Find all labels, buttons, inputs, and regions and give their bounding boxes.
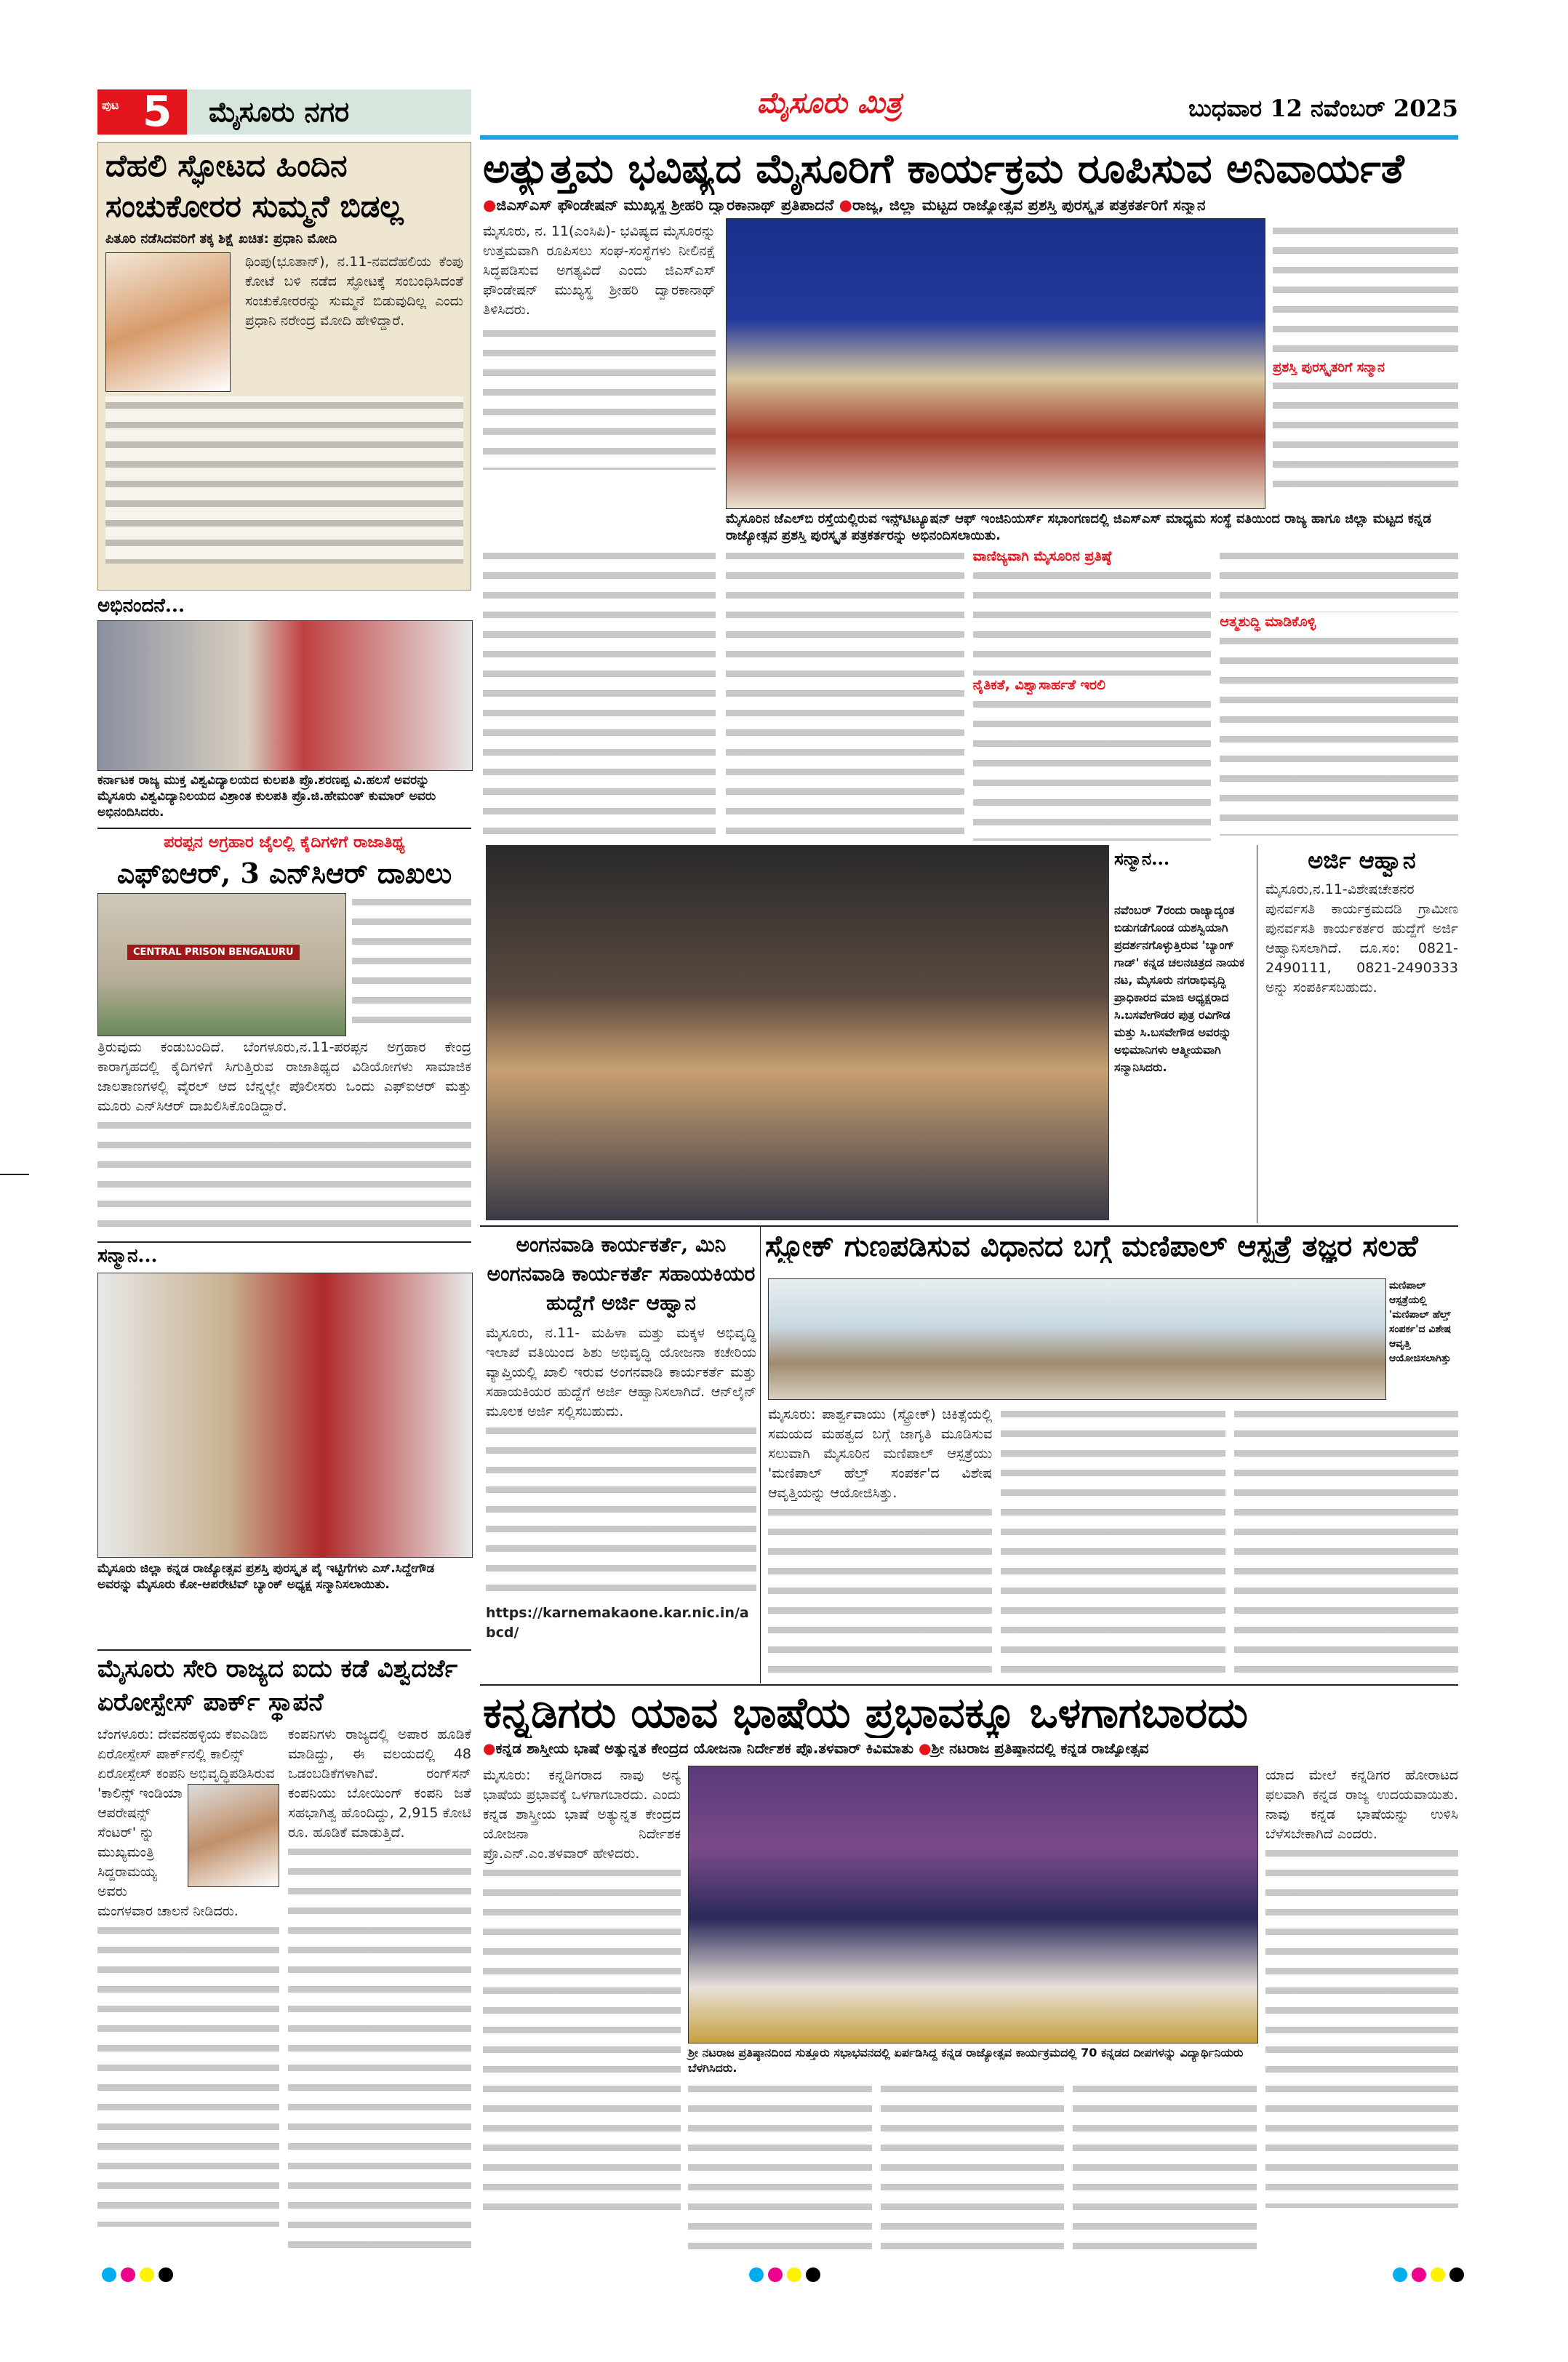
kannada-headline: ಕನ್ನಡಿಗರು ಯಾವ ಭಾಷೆಯ ಪ್ರಭಾವಕ್ಕೂ ಒಳಗಾಗಬಾರದು	[483, 1688, 1248, 1737]
lead-body-cols	[726, 547, 1458, 841]
divider	[97, 1241, 471, 1243]
actor-felicitation-photo	[486, 845, 1109, 1220]
ceremony-side-text: ನವೆಂಬರ್ 7ರಂದು ರಾಜ್ಯಾದ್ಯಂತ ಬಿಡುಗಡೆಗೊಂಡ ಯಶಸ್ವಿಯಾಗಿ ಪ್ರದರ್ಶನಗೊಳ್ಳುತ್ತಿರುವ 'ಬ್ಯಾಂಗ್ ಗಾಡ್' ಕನ್ನಡ ಚಲನಚಿತ್ರದ ನಾಯಕ ನಟ, ಮೈಸೂರು ನಗರಾಭಿವೃದ್ಧಿ ಪ್ರಾಧಿಕಾರದ ಮಾಜಿ ಅಧ್ಯಕ್ಷರಾದ ಸಿ.ಬಸವೇಗೌಡರ ಪುತ್ರ ರವಿಗೌಡ ಮತ್ತು ಸಿ.ಬಸವೇಗೌಡ ಅವರನ್ನು ಅಭಿಮಾನಿಗಳು ಆತ್ಮೀಯವಾಗಿ ಸನ್ಮಾನಿಸಿದರು.	[1114, 903, 1245, 1074]
section-title: ಮೈಸೂರು ನಗರ	[187, 89, 471, 135]
lead-body-start: ಮೈಸೂರು, ನ. 11(ಎಂಸಿಪಿ)- ಭವಿಷ್ಯದ ಮೈಸೂರನ್ನು ಉತ್ತಮವಾಗಿ ರೂಪಿಸಲು ಸಂಘ-ಸಂಸ್ಥೆಗಳು ನೀಲಿನಕ್ಷೆ ಸಿದ್ಧಪಡಿಸುವ ಅಗತ್ಯವಿದೆ ಎಂದು ಜಿಎಸ್‌ಎಸ್ ಫೌಂಡೇಷನ್ ಮುಖ್ಯಸ್ಥ ಶ್ರೀಹರಿ ದ್ವಾರಕಾನಾಥ್ ತಿಳಿಸಿದರು.	[483, 223, 716, 318]
page-number-box	[97, 89, 187, 135]
delhi-body: ಥಿಂಪು(ಭೂತಾನ್), ನ.11-ನವದೆಹಲಿಯ ಕೆಂಪು ಕೋಟೆ ಬಳಿ ನಡೆದ ಸ್ಫೋಟಕ್ಕೆ ಸಂಬಂಧಿಸಿದಂತೆ ಸಂಚುಕೋರರನ್ನು ಸುಮ್ಮನೆ ಬಿಡುವುದಿಲ್ಲ ಎಂದು ಪ್ರಧಾನಿ ನರೇಂದ್ರ ಮೋದಿ ಹೇಳಿದ್ದಾರೆ.	[245, 254, 463, 329]
color-registration-right	[1393, 2267, 1468, 2285]
column-rule	[760, 1227, 761, 1684]
lead-body-col-right	[1273, 222, 1458, 505]
jail-kicker: ಪರಪ್ಪನ ಅಗ್ರಹಾರ ಜೈಲಲ್ಲಿ ಕೈದಿಗಳಿಗೆ ರಾಜಾತಿಥ್ಯ	[164, 833, 405, 852]
aerospace-body-1: ಬೆಂಗಳೂರು: ದೇವನಹಳ್ಳಿಯ ಕೆಐಎಡಿಬಿ ಏರೋಸ್ಪೇಸ್ ಪಾರ್ಕ್‌ನಲ್ಲಿ ಕಾಲಿನ್ಸ್ ಏರೋಸ್ಪೇಸ್ ಕಂಪನಿ ಅಭಿವೃದ್ಧಿಪಡಿಸಿರುವ 'ಕಾಲಿನ್ಸ್ ಇಂಡಿಯಾ ಆಪರೇಷನ್ಸ್ ಸೆಂಟರ್' ನ್ನು ಮುಖ್ಯಮಂತ್ರಿ ಸಿದ್ದರಾಮಯ್ಯ ಅವರು ಮಂಗಳವಾರ ಚಾಲನೆ ನೀಡಿದರು.	[97, 1726, 275, 1919]
ceremony-side-label: ಸನ್ಮಾನ...	[1114, 848, 1170, 869]
anganwadi-body: ಮೈಸೂರು, ನ.11- ಮಹಿಳಾ ಮತ್ತು ಮಕ್ಕಳ ಅಭಿವೃದ್ಧಿ ಇಲಾಖೆ ವತಿಯಿಂದ ಶಿಶು ಅಭಿವೃದ್ಧಿ ಯೋಜನಾ ಕಚೇರಿಯ ವ್ಯಾಪ್ತಿಯಲ್ಲಿ ಖಾಲಿ ಇರುವ ಅಂಗನವಾಡಿ ಕಾರ್ಯಕರ್ತೆ ಮತ್ತು ಸಹಾಯಕಿಯರ ಹುದ್ದೆಗೆ ಅರ್ಜಿ ಆಹ್ವಾನಿಸಲಾಗಿದೆ. ಆನ್‌ಲೈನ್ ಮೂಲಕ ಅರ್ಜಿ ಸಲ್ಲಿಸಬಹುದು.	[486, 1325, 756, 1420]
prison-sign: CENTRAL PRISON BENGALURU	[127, 945, 300, 960]
aerospace-col2	[288, 1725, 471, 2263]
jail-headline: ಎಫ್‌ಐಆರ್, 3 ಎನ್‌ಸಿಆರ್ ದಾಖಲು	[116, 857, 452, 889]
anganwadi-link[interactable]: https://karnemakaone.kar.nic.in/abcd/	[486, 1605, 749, 1641]
kannada-right-col	[1265, 1766, 1458, 2260]
kannada-subhead-1: ಕನ್ನಡ ಶಾಸ್ತ್ರೀಯ ಭಾಷೆ ಅತ್ಯುನ್ನತ ಕೇಂದ್ರದ ಯೋಜನಾ ನಿರ್ದೇಶಕ ಪ್ರೊ.ತಳವಾರ್ ಕಿವಿಮಾತು	[495, 1740, 914, 1757]
application-headline: ಅರ್ಜಿ ಆಹ್ವಾನ	[1308, 846, 1416, 874]
felicitation-photo	[97, 1273, 473, 1558]
lead-body-col1-lower	[483, 547, 716, 841]
lead-subhead-2: ರಾಜ್ಯ, ಜಿಲ್ಲಾ ಮಟ್ಟದ ರಾಜ್ಯೋತ್ಸವ ಪ್ರಶಸ್ತಿ ಪುರಸ್ಕೃತ ಪತ್ರಕರ್ತರಿಗೆ ಸನ್ಮಾನ	[852, 196, 1206, 214]
aerospace-headline: ಮೈಸೂರು ಸೇರಿ ರಾಜ್ಯದ ಐದು ಕಡೆ ವಿಶ್ವದರ್ಜೆ ಏರೋಸ್ಪೇಸ್ ಪಾರ್ಕ್ ಸ್ಥಾಪನೆ	[97, 1654, 458, 1717]
students-lamp-photo	[688, 1766, 1258, 2043]
congrats-caption: ಕರ್ನಾಟಕ ರಾಜ್ಯ ಮುಕ್ತ ವಿಶ್ವವಿದ್ಯಾಲಯದ ಕುಲಪತಿ ಪ್ರೊ.ಶರಣಪ್ಪ ವಿ.ಹಲಸೆ ಅವರನ್ನು ಮೈಸೂರು ವಿಶ್ವವಿದ್ಯಾನಿಲಯದ ವಿಶ್ರಾಂತ ಕುಲಪತಿ ಪ್ರೊ.ಜಿ.ಹೇಮಂತ್ ಕುಮಾರ್ ಅವರು ಅಭಿನಂದಿಸಿದರು.	[97, 773, 436, 820]
newspaper-logo: ಮೈಸೂರು ಮಿತ್ರ	[756, 86, 902, 120]
divider	[480, 1225, 1458, 1227]
anganwadi-body-wrap	[486, 1324, 756, 1680]
stroke-headline: ಸ್ಟ್ರೋಕ್ ಗುಣಪಡಿಸುವ ವಿಧಾನದ ಬಗ್ಗೆ ಮಣಿಪಾಲ್ ಆಸ್ಪತ್ರೆ ತಜ್ಞರ ಸಲಹೆ	[765, 1229, 1418, 1263]
felicitation-caption: ಮೈಸೂರು ಜಿಲ್ಲಾ ಕನ್ನಡ ರಾಜ್ಯೋತ್ಸವ ಪ್ರಶಸ್ತಿ ಪುರಸ್ಕೃತ ಪೈ ಇಟ್ಟಿಗೆಗಳು ಎಸ್.ಸಿದ್ದೇಗೌಡ ಅವರನ್ನು ಮೈಸೂರು ಕೋ-ಆಪರೇಟಿವ್ ಬ್ಯಾಂಕ್ ಅಧ್ಯಕ್ಷ ಸನ್ಮಾನಿಸಲಾಯಿತು.	[97, 1561, 435, 1592]
cm-photo	[188, 1784, 279, 1887]
congrats-label: ಅಭಿನಂದನೆ...	[97, 595, 185, 617]
inline-head-2: ನೈತಿಕತೆ, ವಿಶ್ವಾಸಾರ್ಹತೆ ಇರಲಿ	[972, 677, 1105, 693]
stroke-side-caption: ಮಣಿಪಾಲ್ ಆಸ್ಪತ್ರೆಯಲ್ಲಿ 'ಮಣಿಪಾಲ್ ಹೆಲ್ತ್ ಸಂಪರ್ಕ'ದ ವಿಶೇಷ ಆವೃತ್ತಿ ಆಯೋಜಿಸಲಾಗಿತ್ತು	[1389, 1280, 1452, 1364]
inline-head-1: ವಾಣಿಜ್ಯವಾಗಿ ಮೈಸೂರಿನ ಪ್ರತಿಷ್ಠೆ	[972, 548, 1112, 564]
jail-body-text: ತ್ರಿರುವುದು ಕಂಡುಬಂದಿದೆ. ಬೆಂಗಳೂರು,ನ.11-ಪರಪ್ಪನ ಅಗ್ರಹಾರ ಕೇಂದ್ರ ಕಾರಾಗೃಹದಲ್ಲಿ ಕೈದಿಗಳಿಗೆ ಸಿಗುತ್ತಿರುವ ರಾಜಾತಿಥ್ಯದ ವಿಡಿಯೋಗಳು ಸಾಮಾಜಿಕ ಜಾಲತಾಣಗಳಲ್ಲಿ ವೈರಲ್ ಆದ ಬೆನ್ನಲ್ಲೇ ಪೊಲೀಸರು ಒಂದು ಎಫ್‌ಐಆರ್ ಮತ್ತು ಮೂರು ಎನ್‌ಸಿಆರ್ ದಾಖಲಿಸಿಕೊಂಡಿದ್ದಾರೆ.	[97, 1039, 471, 1114]
stroke-body-wrap	[768, 1405, 1458, 1681]
inline-head-3: ಆತ್ಮಶುದ್ಧಿ ಮಾಡಿಕೊಳ್ಳಿ	[1220, 614, 1316, 630]
anganwadi-headline: ಅಂಗನವಾಡಿ ಕಾರ್ಯಕರ್ತೆ, ಮಿನಿ ಅಂಗನವಾಡಿ ಕಾರ್ಯಕರ್ತೆ ಸಹಾಯಕಿಯರ ಹುದ್ದೆಗೆ ಅರ್ಜಿ ಆಹ್ವಾನ	[487, 1233, 756, 1315]
congrats-photo	[97, 620, 473, 771]
inline-head-4: ಪ್ರಶಸ್ತಿ ಪುರಸ್ಕೃತರಿಗೆ ಸನ್ಮಾನ	[1273, 360, 1385, 375]
lead-subhead-1: ಜಿಎಸ್‌ಎಸ್ ಫೌಂಡೇಷನ್ ಮುಖ್ಯಸ್ಥ ಶ್ರೀಹರಿ ದ್ವಾರಕಾನಾಥ್ ಪ್ರತಿಪಾದನೆ	[496, 196, 834, 214]
date: ಬುಧವಾರ 12 ನವೆಂಬರ್ 2025	[1188, 95, 1458, 122]
stroke-body: ಮೈಸೂರು: ಪಾರ್ಶ್ವವಾಯು (ಸ್ಟ್ರೋಕ್) ಚಿಕಿತ್ಸೆಯಲ್ಲಿ ಸಮಯದ ಮಹತ್ವದ ಬಗ್ಗೆ ಜಾಗೃತಿ ಮೂಡಿಸುವ ಸಲುವಾಗಿ ಮೈಸೂರಿನ ಮಣಿಪಾಲ್ ಆಸ್ಪತ್ರೆಯು 'ಮಣಿಪಾಲ್ ಹೆಲ್ತ್ ಸಂಪರ್ಕ'ದ ವಿಶೇಷ ಆವೃತ್ತಿಯನ್ನು ಆಯೋಜಿಸಿತ್ತು.	[768, 1406, 993, 1501]
felicitation-label: ಸನ್ಮಾನ...	[97, 1245, 158, 1267]
lead-photo-caption: ಮೈಸೂರಿನ ಜೆಎಲ್‌ಬಿ ರಸ್ತೆಯಲ್ಲಿರುವ ಇನ್ಸ್‌ಟಿಟ್ಯೂಷನ್ ಆಫ್ ಇಂಜಿನಿಯರ್ಸ್ ಸಭಾಂಗಣದಲ್ಲಿ ಜಿಎಸ್‌ಎಸ್ ಮಾಧ್ಯಮ ಸಂಸ್ಥೆ ವತಿಯಿಂದ ರಾಜ್ಯ ಹಾಗೂ ಜಿಲ್ಲಾ ಮಟ್ಟದ ಕನ್ನಡ ರಾಜ್ಯೋತ್ಸವ ಪ್ರಶಸ್ತಿ ಪುರಸ್ಕೃತ ಪತ್ರಕರ್ತರನ್ನು ಅಭಿನಂದಿಸಲಾಯಿತು.	[726, 511, 1431, 543]
kannada-right-text: ಯಾದ ಮೇಲೆ ಕನ್ನಡಿಗರ ಹೋರಾಟದ ಫಲವಾಗಿ ಕನ್ನಡ ರಾಜ್ಯ ಉದಯವಾಯಿತು. ನಾವು ಕನ್ನಡ ಭಾಷೆಯನ್ನು ಉಳಿಸಿ ಬೆಳೆಸಬೇಕಾಗಿದೆ ಎಂದರು.	[1265, 1767, 1458, 1842]
modi-photo	[105, 252, 231, 392]
divider	[480, 1684, 1458, 1686]
kannada-lower-cols	[688, 2080, 1257, 2262]
delhi-headline: ದೆಹಲಿ ಸ್ಫೋಟದ ಹಿಂದಿನ ಸಂಚುಕೋರರ ಸುಮ್ಮನೆ ಬಿಡಲ್ಲ	[105, 148, 404, 224]
color-registration-center	[749, 2267, 825, 2285]
color-registration-left	[102, 2267, 177, 2285]
lead-body-col1	[483, 222, 716, 505]
divider	[97, 828, 471, 829]
lead-photo-journalists	[726, 218, 1265, 509]
page-label: ಪುಟ	[102, 98, 119, 112]
divider	[97, 1649, 471, 1651]
delhi-story-box	[97, 142, 471, 590]
aerospace-col1	[97, 1725, 279, 2263]
header-rule	[480, 135, 1458, 140]
kannada-body: ಮೈಸೂರು: ಕನ್ನಡಿಗರಾದ ನಾವು ಅನ್ಯ ಭಾಷೆಯ ಪ್ರಭಾವಕ್ಕೆ ಒಳಗಾಗಬಾರದು. ಎಂದು ಕನ್ನಡ ಶಾಸ್ತ್ರೀಯ ಭಾಷೆ ಅತ್ಯುನ್ನತ ಕೇಂದ್ರದ ಯೋಜನಾ ನಿರ್ದೇಶಕ ಪ್ರೊ.ಎನ್.ಎಂ.ತಳವಾರ್ ಹೇಳಿದರು.	[483, 1767, 681, 1862]
application-body: ಮೈಸೂರು,ನ.11-ವಿಶೇಷಚೇತನರ ಪುನರ್ವಸತಿ ಕಾರ್ಯಕ್ರಮದಡಿ ಗ್ರಾಮೀಣ ಪುನರ್ವಸತಿ ಕಾರ್ಯಕರ್ತರ ಹುದ್ದೆಗೆ ಅರ್ಜಿ ಆಹ್ವಾನಿಸಲಾಗಿದೆ. ದೂ.ಸಂ: 0821-2490111, 0821-2490333 ಅನ್ನು ಸಂಪರ್ಕಿಸಬಹುದು.	[1265, 881, 1458, 996]
lead-headline: ಅತ್ಯುತ್ತಮ ಭವಿಷ್ಯದ ಮೈಸೂರಿಗೆ ಕಾರ್ಯಕ್ರಮ ರೂಪಿಸುವ ಅನಿವಾರ್ಯತೆ	[483, 145, 1404, 193]
kannada-subhead-2: ಶ್ರೀ ನಟರಾಜ ಪ್ರತಿಷ್ಠಾನದಲ್ಲಿ ಕನ್ನಡ ರಾಜ್ಯೋತ್ಸವ	[931, 1740, 1149, 1757]
kannada-photo-caption: ಶ್ರೀ ನಟರಾಜ ಪ್ರತಿಷ್ಠಾನದಿಂದ ಸುತ್ತೂರು ಸಭಾಭವನದಲ್ಲಿ ಏರ್ಪಡಿಸಿದ್ದ ಕನ್ನಡ ರಾಜ್ಯೋತ್ಸವ ಕಾರ್ಯಕ್ರಮದಲ್ಲಿ 70 ಕನ್ನಡದ ದೀಪಗಳನ್ನು ವಿದ್ಯಾರ್ಥಿನಿಯರು ಬೆಳಗಿಸಿದರು.	[688, 2046, 1244, 2075]
jail-body	[97, 893, 471, 1235]
delhi-subhead: ಪಿತೂರಿ ನಡೆಸಿದವರಿಗೆ ತಕ್ಕ ಶಿಕ್ಷೆ ಖಚಿತ: ಪ್ರಧಾನಿ ಮೋದಿ	[105, 231, 337, 247]
lead-subheads: ●ಜಿಎಸ್‌ಎಸ್ ಫೌಂಡೇಷನ್ ಮುಖ್ಯಸ್ಥ ಶ್ರೀಹರಿ ದ್ವಾರಕಾನಾಥ್ ಪ್ರತಿಪಾದನೆ ●ರಾಜ್ಯ, ಜಿಲ್ಲಾ ಮಟ್ಟದ ರಾಜ್ಯೋತ್ಸವ ಪ್ರಶಸ್ತಿ ಪುರಸ್ಕೃತ ಪತ್ರಕರ್ತರಿಗೆ ಸನ್ಮಾನ	[483, 196, 1206, 214]
aerospace-body-2: ಕಂಪನಿಗಳು ರಾಜ್ಯದಲ್ಲಿ ಅಪಾರ ಹೂಡಿಕೆ ಮಾಡಿದ್ದು, ಈ ವಲಯದಲ್ಲಿ 48 ಒಡಂಬಡಿಕೆಗಳಾಗಿವೆ. ರಂಗ್‌ಸನ್ ಕಂಪನಿಯು ಬೋಯಿಂಗ್ ಕಂಪನಿ ಜತೆ ಸಹಭಾಗಿತ್ವ ಹೊಂದಿದ್ದು, 2,915 ಕೋಟಿ ರೂ. ಹೂಡಿಕೆ ಮಾಡುತ್ತಿದೆ.	[288, 1726, 471, 1841]
manipal-group-photo	[768, 1278, 1386, 1400]
kannada-col1	[483, 1766, 681, 2260]
kannada-subheads: ●ಕನ್ನಡ ಶಾಸ್ತ್ರೀಯ ಭಾಷೆ ಅತ್ಯುನ್ನತ ಕೇಂದ್ರದ ಯೋಜನಾ ನಿರ್ದೇಶಕ ಪ್ರೊ.ತಳವಾರ್ ಕಿವಿಮಾತು ●ಶ್ರೀ ನಟರಾಜ ಪ್ರತಿಷ್ಠಾನದಲ್ಲಿ ಕನ್ನಡ ರಾಜ್ಯೋತ್ಸವ	[483, 1740, 1149, 1757]
page-number: 5	[143, 87, 172, 136]
crop-mark	[0, 1174, 29, 1175]
